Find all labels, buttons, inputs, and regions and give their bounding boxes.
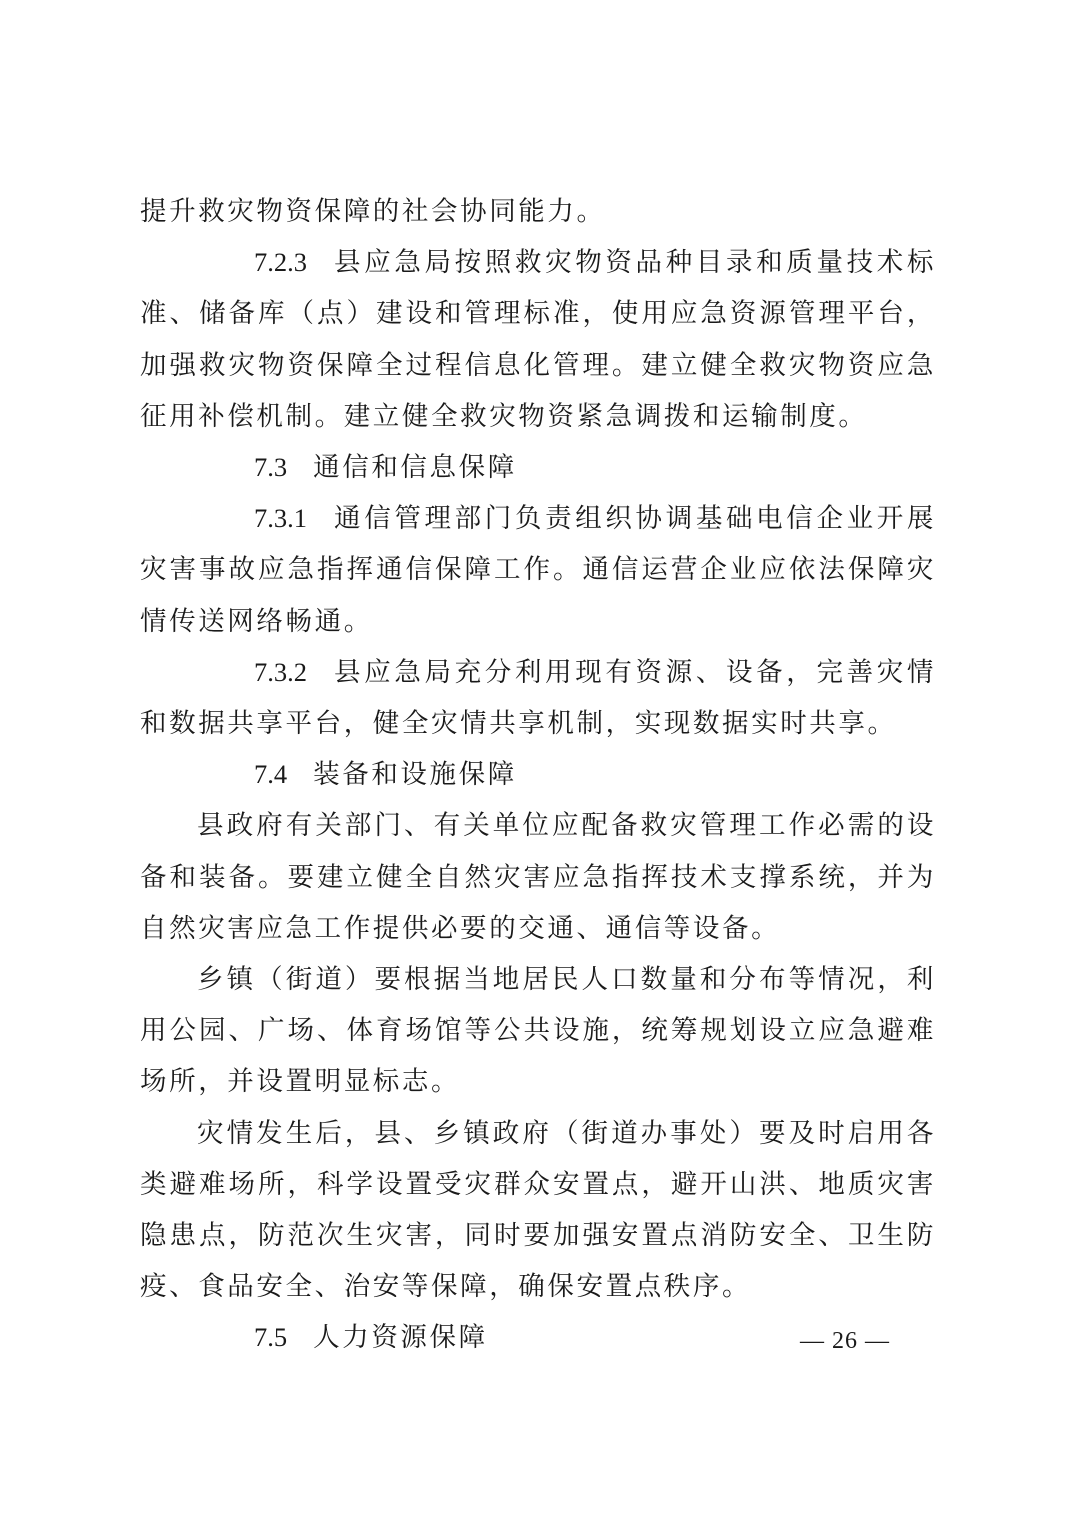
paragraph-text: 提升救灾物资保障的社会协同能力。	[140, 196, 606, 227]
paragraph	[140, 647, 936, 749]
paragraph	[140, 1108, 936, 1313]
section-number: 7.3.1	[254, 503, 307, 534]
paragraph-text: 县应急局按照救灾物资品种目录和质量技术标准、储备库（点）建设和管理标准，使用应急资源管理平台，加强救灾物资保障全过程信息化管理。建立健全救灾物资应急征用补偿机制。建立健全救灾物资紧急调拨和运输制度。	[140, 247, 936, 432]
paragraph-text: 县政府有关部门、有关单位应配备救灾管理工作必需的设备和装备。要建立健全自然灾害应急指挥技术支撑系统，并为自然灾害应急工作提供必要的交通、通信等设备。	[140, 810, 936, 944]
section-number: 7.2.3	[254, 247, 307, 278]
section-heading	[140, 749, 936, 800]
section-number: 7.3.2	[254, 656, 307, 687]
section-number: 7.5	[254, 1322, 288, 1353]
paragraph	[140, 186, 936, 237]
paragraph	[140, 954, 936, 1108]
section-number: 7.3	[254, 452, 288, 483]
section-heading	[140, 442, 936, 493]
section-title: 人力资源保障	[313, 1322, 488, 1354]
paragraph-text: 灾情发生后，县、乡镇政府（街道办事处）要及时启用各类避难场所，科学设置受灾群众安置点，避开山洪、地质灾害隐患点，防范次生灾害，同时要加强安置点消防安全、卫生防疫、食品安全、治安等保障，确保安置点秩序。	[140, 1117, 936, 1303]
section-title: 通信和信息保障	[313, 452, 517, 484]
section-title: 装备和设施保障	[313, 759, 517, 791]
paragraph-text: 县应急局充分利用现有资源、设备，完善灾情和数据共享平台，健全灾情共享机制，实现数据实时共享。	[140, 656, 936, 740]
paragraph-text: 通信管理部门负责组织协调基础电信企业开展灾害事故应急指挥通信保障工作。通信运营企业应依法保障灾情传送网络畅通。	[140, 503, 936, 637]
paragraph	[140, 237, 936, 442]
page-number: — 26 —	[800, 1328, 890, 1354]
body-text	[140, 186, 936, 1364]
paragraph	[140, 800, 936, 954]
paragraph-text: 乡镇（街道）要根据当地居民人口数量和分布等情况，利用公园、广场、体育场馆等公共设施，统筹规划设立应急避难场所，并设置明显标志。	[140, 964, 936, 1098]
section-number: 7.4	[254, 759, 288, 790]
paragraph	[140, 493, 936, 647]
